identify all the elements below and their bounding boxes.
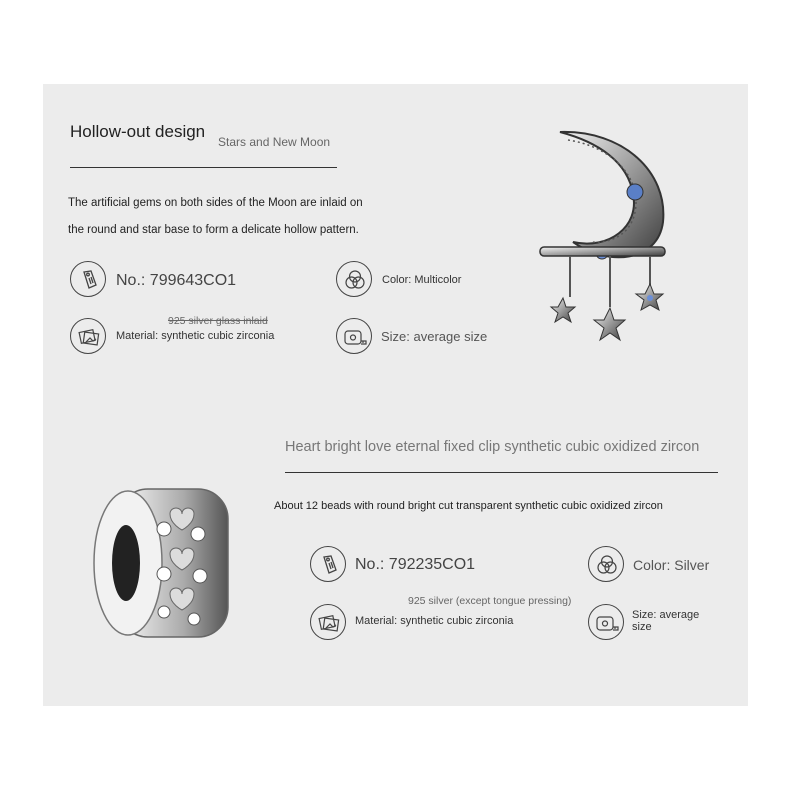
photos-icon <box>310 604 346 640</box>
color-circles-icon <box>588 546 624 582</box>
product1-number: No.: 799643CO1 <box>116 272 237 289</box>
tag-icon <box>310 546 346 582</box>
product2-desc: About 12 beads with round bright cut transparent synthetic cubic oxidized zircon <box>274 500 663 512</box>
product2-color: Color: Silver <box>633 557 710 573</box>
product1-material: Material: synthetic cubic zirconia <box>116 330 275 342</box>
product2-material: Material: synthetic cubic zirconia <box>355 615 514 627</box>
tag-icon <box>70 261 106 297</box>
product2-size-line1: Size: average <box>632 609 700 621</box>
clip-charm-image <box>88 484 238 644</box>
moon-charm-image <box>528 122 678 352</box>
tape-measure-icon <box>588 604 624 640</box>
product1-size: Size: average size <box>381 329 488 344</box>
photos-icon <box>70 318 106 354</box>
color-circles-icon <box>336 261 372 297</box>
product1-subtitle: Stars and New Moon <box>218 135 331 149</box>
tape-measure-icon <box>336 318 372 354</box>
product1-desc-line2: the round and star base to form a delicate hollow pattern. <box>68 224 359 236</box>
product2-silver-note: 925 silver (except tongue pressing) <box>408 595 572 607</box>
product2-number: No.: 792235CO1 <box>355 556 476 573</box>
product1-color: Color: Multicolor <box>382 274 462 286</box>
product2-size-line2: size <box>632 621 652 633</box>
product2-title: Heart bright love eternal fixed clip synthetic cubic oxidized zircon <box>285 439 700 455</box>
product1-title: Hollow-out design <box>70 122 206 141</box>
product1-title-divider <box>70 167 337 168</box>
product2-title-divider <box>285 472 718 473</box>
product1-silver-note: 925 silver glass inlaid <box>168 315 268 327</box>
product1-desc-line1: The artificial gems on both sides of the Moon are inlaid on <box>68 197 363 209</box>
